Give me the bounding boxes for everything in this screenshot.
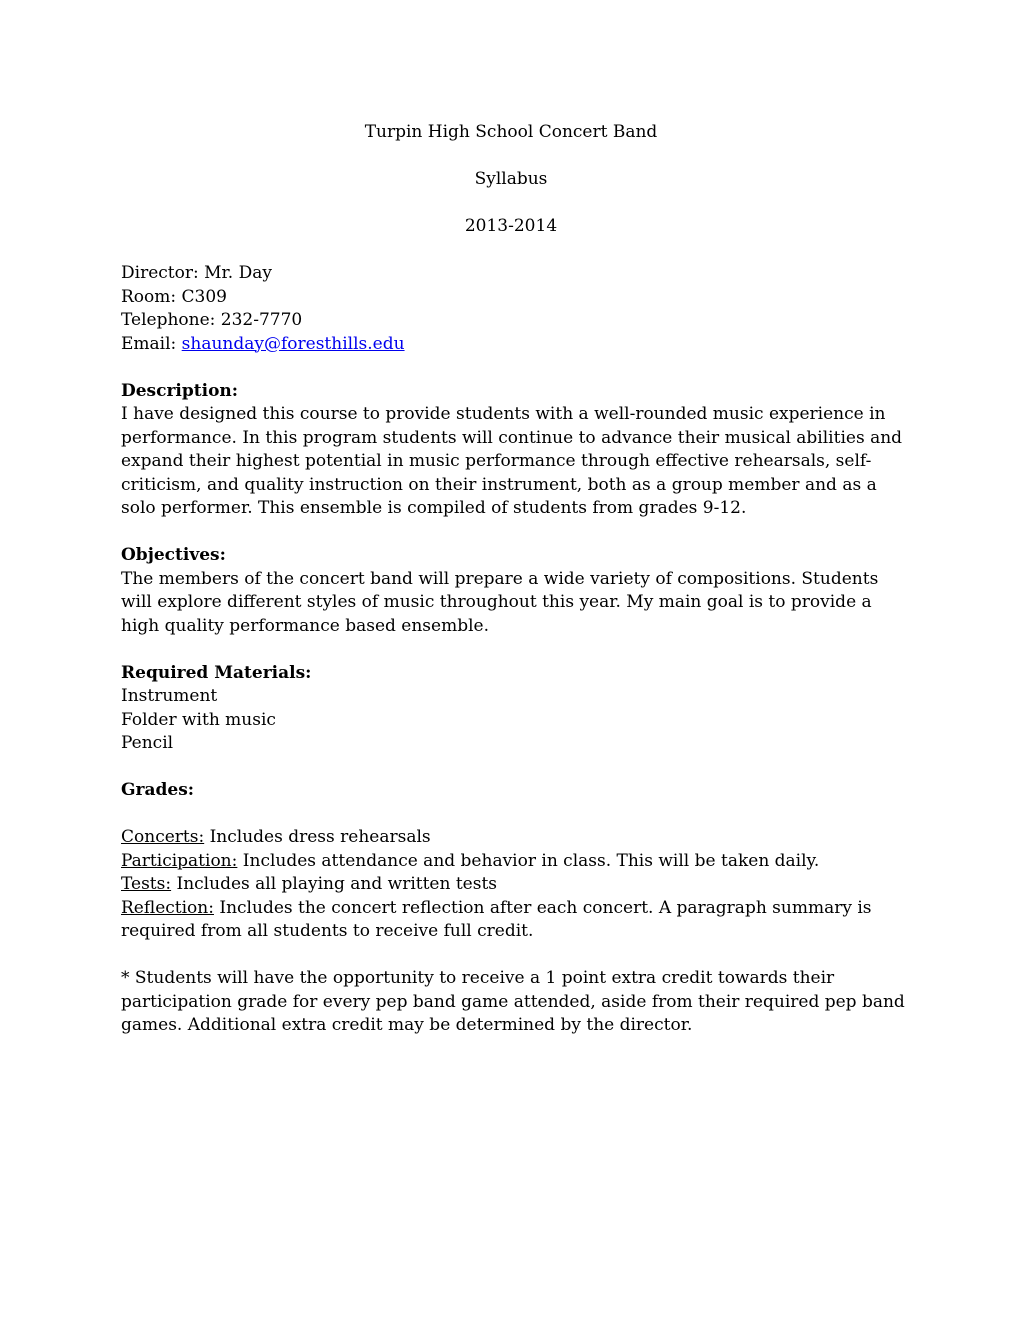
spacer — [121, 239, 911, 263]
spacer — [121, 803, 911, 827]
document-title: Turpin High School Concert Band — [364, 122, 658, 142]
grade-item-participation — [121, 850, 911, 874]
email-line — [121, 333, 911, 357]
room-line: Room: C309 — [121, 286, 227, 307]
grade-item-concerts — [121, 826, 911, 850]
grade-item-tests — [121, 873, 911, 897]
grade-text: Includes all playing and written tests — [171, 874, 498, 894]
materials-item: Folder with music — [121, 709, 276, 730]
grade-term: Reflection: — [121, 897, 214, 918]
email-label: Email: — [121, 333, 182, 354]
spacer — [121, 756, 911, 780]
telephone-line: Telephone: 232-7770 — [121, 310, 303, 330]
grade-term: Concerts: — [121, 827, 205, 847]
spacer — [121, 145, 911, 169]
grade-text: Includes the concert reflection after each concert. A paragraph summary is required from all students to receive full credit. — [121, 897, 872, 941]
grade-term: Tests: — [121, 874, 172, 894]
spacer — [121, 192, 911, 216]
syllabus-page — [121, 121, 911, 1038]
spacer — [121, 638, 911, 662]
objectives-heading: Objectives: — [121, 545, 226, 565]
extra-credit-note: * Students will have the opportunity to receive a 1 point extra credit towards their participation grade for every pep band game attended, aside from their required pep band games. Additional extra credit may be determined by the director. — [121, 968, 905, 1035]
spacer — [121, 521, 911, 545]
description-body: I have designed this course to provide students with a well-rounded music experience in performance. In this program students will continue to advance their musical abilities and expand their highest potential in music performance through effective rehearsals, self-criticism, and quality instruction on their instrument, both as a group member and as a solo performer. This ensemble is compiled of students from grades 9-12. — [121, 404, 903, 518]
description-heading: Description: — [121, 380, 239, 401]
grade-text: Includes attendance and behavior in class. This will be taken daily. — [237, 850, 820, 871]
materials-heading: Required Materials: — [121, 662, 312, 683]
document-subtitle: Syllabus — [474, 169, 548, 189]
grade-text: Includes dress rehearsals — [204, 827, 431, 847]
director-line: Director: Mr. Day — [121, 263, 272, 283]
grade-item-reflection — [121, 897, 906, 944]
materials-item: Pencil — [121, 733, 174, 753]
email-link[interactable]: shaunday@foresthills.edu — [181, 333, 405, 354]
school-year: 2013-2014 — [464, 216, 558, 236]
materials-item: Instrument — [121, 686, 218, 706]
objectives-body: The members of the concert band will prepare a wide variety of compositions. Students will explore different styles of music throughout this year. My main goal is to provide a high quality performance based ensemble. — [121, 568, 879, 636]
grades-heading: Grades: — [121, 780, 195, 800]
grade-term: Participation: — [121, 850, 238, 871]
spacer — [121, 356, 911, 380]
spacer — [121, 944, 911, 968]
